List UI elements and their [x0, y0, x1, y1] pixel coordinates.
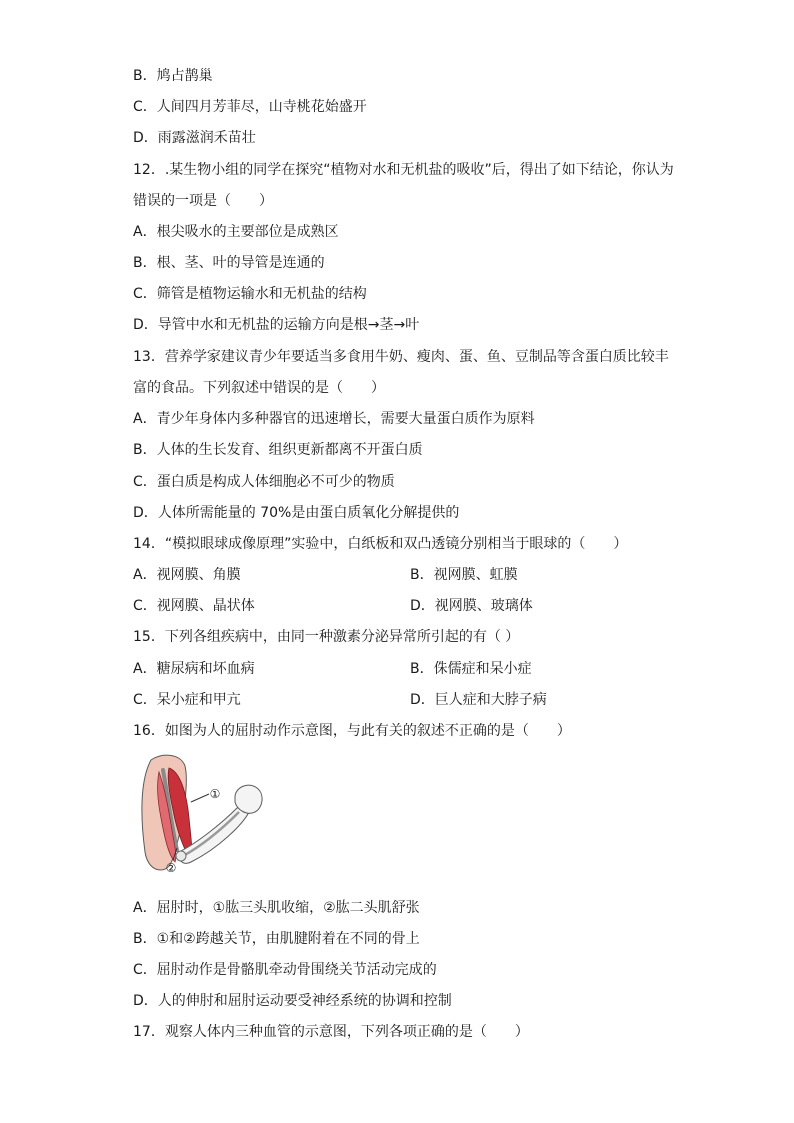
q16-option-a: A．屈肘时，①肱三头肌收缩，②肱二头肌舒张 — [133, 900, 420, 916]
q11-option-d: D．雨露滋润禾苗壮 — [133, 130, 256, 146]
label-1-pointer — [191, 794, 209, 802]
q13-option-d: D．人体所需能量的 70%是由蛋白质氧化分解提供的 — [133, 505, 460, 521]
q13-stem-line2: 富的食品。下列叙述中错误的是（ ） — [133, 380, 385, 396]
q16-option-c: C．屈肘动作是骨骼肌牵动骨围绕关节活动完成的 — [133, 962, 437, 978]
q12-option-c: C．筛管是植物运输水和无机盐的结构 — [133, 286, 367, 302]
q14-option-a: A．视网膜、角膜 — [133, 567, 241, 583]
q11-option-b: B．鸠占鹊巢 — [133, 68, 213, 84]
q14-option-c: C．视网膜、晶状体 — [133, 598, 255, 614]
figure-label-1: ① — [209, 787, 221, 801]
q11-option-c: C．人间四月芳菲尽，山寺桃花始盛开 — [133, 99, 367, 115]
elbow-flexion-figure — [133, 752, 273, 874]
q13-option-a: A．青少年身体内多种器官的迅速增长，需要大量蛋白质作为原料 — [133, 411, 535, 427]
q16-stem: 16．如图为人的屈肘动作示意图，与此有关的叙述不正确的是（ ） — [133, 723, 571, 739]
q15-option-d: D．巨人症和大脖子病 — [410, 692, 547, 708]
q12-option-d: D．导管中水和无机盐的运输方向是根→茎→叶 — [133, 317, 420, 333]
q14-option-d: D．视网膜、玻璃体 — [410, 598, 533, 614]
q12-option-a: A．根尖吸水的主要部位是成熟区 — [133, 224, 339, 240]
q15-stem: 15．下列各组疾病中，由同一种激素分泌异常所引起的有（ ） — [133, 629, 520, 645]
q14-option-b: B．视网膜、虹膜 — [410, 567, 518, 583]
q17-stem: 17．观察人体内三种血管的示意图，下列各项正确的是（ ） — [133, 1024, 529, 1040]
q12-option-b: B．根、茎、叶的导管是连通的 — [133, 255, 325, 271]
q12-stem-line2: 错误的一项是（ ） — [133, 193, 273, 209]
q14-stem: 14．“模拟眼球成像原理”实验中，白纸板和双凸透镜分别相当于眼球的（ ） — [133, 536, 628, 552]
q12-stem-line1: 12．.某生物小组的同学在探究“植物对水和无机盐的吸收”后，得出了如下结论，你认为 — [133, 162, 674, 178]
q13-option-b: B．人体的生长发育、组织更新都离不开蛋白质 — [133, 442, 423, 458]
q13-option-c: C．蛋白质是构成人体细胞必不可少的物质 — [133, 474, 395, 490]
q15-option-c: C．呆小症和甲亢 — [133, 692, 241, 708]
elbow-joint — [176, 851, 186, 861]
q16-option-d: D．人的伸肘和屈肘运动要受神经系统的协调和控制 — [133, 993, 452, 1009]
q13-stem-line1: 13．营养学家建议青少年要适当多食用牛奶、瘦肉、蛋、鱼、豆制品等含蛋白质比较丰 — [133, 349, 669, 365]
q15-option-a: A．糖尿病和坏血病 — [133, 661, 255, 677]
q15-option-b: B．侏儒症和呆小症 — [410, 661, 532, 677]
q16-option-b: B．①和②跨越关节，由肌腱附着在不同的骨上 — [133, 931, 420, 947]
figure-label-2: ② — [165, 861, 177, 874]
hand-fist — [235, 785, 262, 813]
